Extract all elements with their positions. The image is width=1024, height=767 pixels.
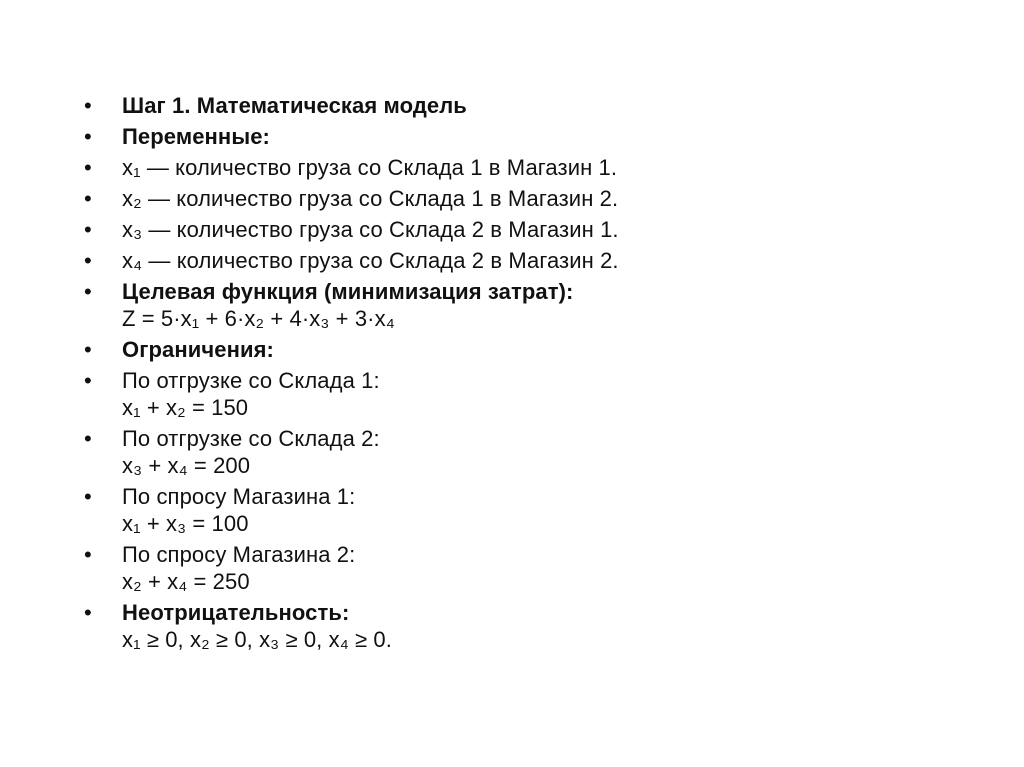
list-item-variable-x3 (84, 216, 944, 243)
constraint-warehouse-2-formula: x₃ + x₄ = 200 (122, 453, 251, 478)
constraint-warehouse-1-formula: x₁ + x₂ = 150 (122, 395, 249, 420)
step-title: Шаг 1. Математическая модель (122, 93, 467, 118)
bullet-icon: • (84, 368, 92, 393)
list-item-variable-x1 (84, 154, 944, 181)
variable-x1-text: x₁ — количество груза со Склада 1 в Магазин 1. (122, 155, 618, 180)
nonnegativity-formula: x₁ ≥ 0, x₂ ≥ 0, x₃ ≥ 0, x₄ ≥ 0. (122, 627, 392, 652)
bullet-icon: • (84, 186, 92, 211)
variable-x4-text: x₄ — количество груза со Склада 2 в Магазин 2. (122, 248, 619, 273)
list-item-constraint-store-2 (84, 541, 944, 595)
variable-x3-text: x₃ — количество груза со Склада 2 в Магазин 1. (122, 217, 619, 242)
bullet-icon: • (84, 484, 92, 509)
nonnegativity-heading: Неотрицательность: (122, 600, 350, 625)
list-item-variable-x4 (84, 247, 944, 274)
bullet-icon: • (84, 337, 92, 362)
bullet-icon: • (84, 542, 92, 567)
list-item-constraint-warehouse-1 (84, 367, 944, 421)
constraints-heading: Ограничения: (122, 337, 274, 362)
list-item-variables-heading (84, 123, 944, 150)
bullet-list (84, 92, 944, 657)
list-item-variable-x2 (84, 185, 944, 212)
objective-heading: Целевая функция (минимизация затрат): (122, 279, 574, 304)
list-item-constraint-store-1 (84, 483, 944, 537)
variable-x2-text: x₂ — количество груза со Склада 1 в Магазин 2. (122, 186, 619, 211)
bullet-icon: • (84, 248, 92, 273)
bullet-icon: • (84, 155, 92, 180)
list-item-constraints-heading (84, 336, 944, 363)
bullet-icon: • (84, 124, 92, 149)
constraint-warehouse-2-label: По отгрузке со Склада 2: (122, 426, 380, 451)
list-item-nonnegativity (84, 599, 944, 653)
list-item-objective (84, 278, 944, 332)
list-item-constraint-warehouse-2 (84, 425, 944, 479)
constraint-store-1-label: По спросу Магазина 1: (122, 484, 356, 509)
variables-heading: Переменные: (122, 124, 270, 149)
list-item-step-title (84, 92, 944, 119)
bullet-icon: • (84, 426, 92, 451)
bullet-icon: • (84, 600, 92, 625)
constraint-warehouse-1-label: По отгрузке со Склада 1: (122, 368, 380, 393)
bullet-icon: • (84, 93, 92, 118)
constraint-store-1-formula: x₁ + x₃ = 100 (122, 511, 249, 536)
bullet-icon: • (84, 217, 92, 242)
constraint-store-2-formula: x₂ + x₄ = 250 (122, 569, 250, 594)
constraint-store-2-label: По спросу Магазина 2: (122, 542, 356, 567)
objective-formula: Z = 5·x₁ + 6·x₂ + 4·x₃ + 3·x₄ (122, 306, 395, 331)
bullet-icon: • (84, 279, 92, 304)
